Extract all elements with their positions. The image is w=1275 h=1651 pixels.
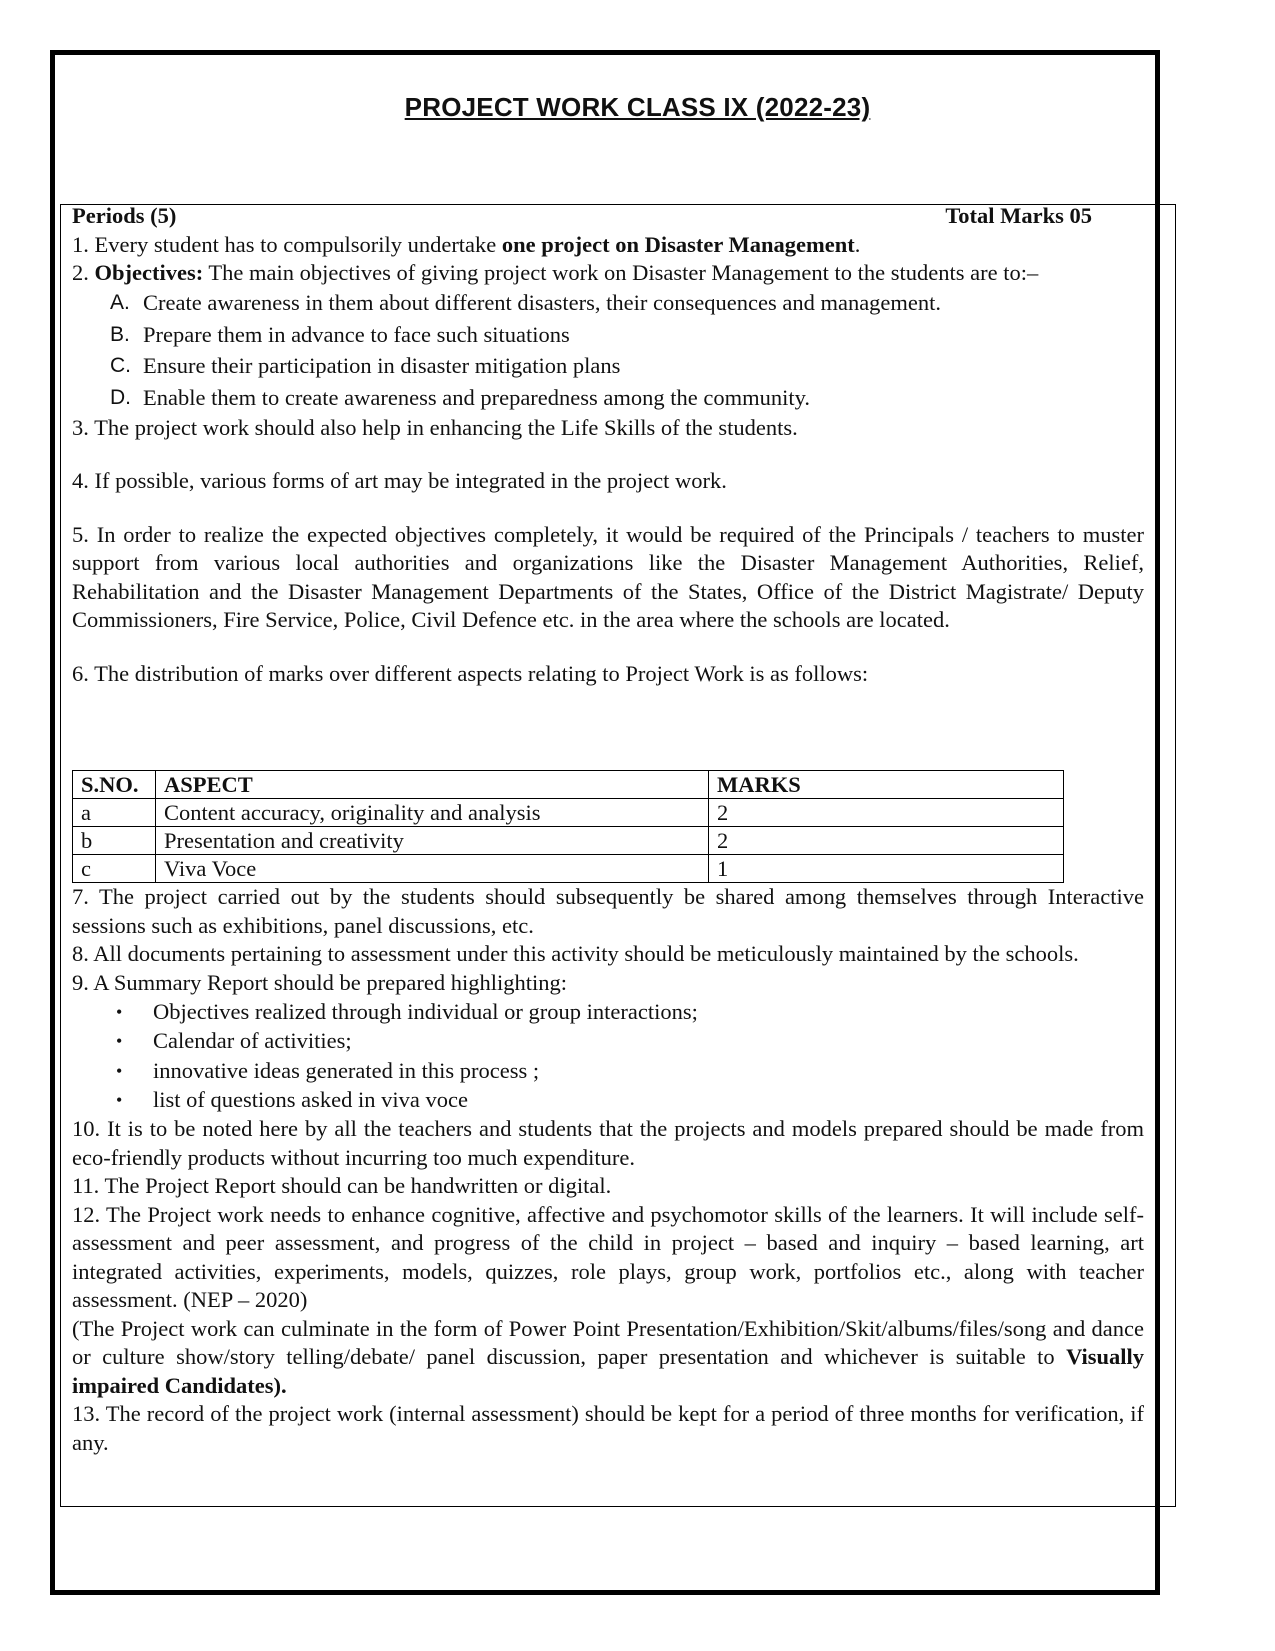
list-item: • innovative ideas generated in this process ; bbox=[72, 1056, 1144, 1086]
table-row: c Viva Voce 1 bbox=[73, 855, 1064, 883]
paragraph-6: 6. The distribution of marks over different aspects relating to Project Work is as follows: bbox=[72, 660, 869, 686]
table-row: b Presentation and creativity 2 bbox=[73, 827, 1064, 855]
bullet-icon: • bbox=[116, 1060, 123, 1081]
list-item: C. Ensure their participation in disaster mitigation plans bbox=[110, 353, 621, 378]
list-item: • Objectives realized through individual or group interactions; bbox=[72, 997, 1144, 1027]
content-body bbox=[72, 202, 1144, 1457]
marks-table bbox=[72, 770, 1064, 883]
paragraph-5: 5. In order to realize the expected objectives completely, it would be required of the Principals / teachers to muster support from various local authorities and organizations like the Disaster Management Authorities, Relief, Rehabilitation and the Disaster Management Departments of the States, Office of the District Magistrate/ Deputy Commissioners, Fire Service, Police, Civil Defence etc. in the area where the schools are located. bbox=[72, 521, 1144, 632]
page-title: PROJECT WORK CLASS IX (2022-23) bbox=[404, 92, 871, 122]
paragraph-10: 10. It is to be noted here by all the teachers and students that the projects and models prepared should be made from eco-friendly products without incurring too much expenditure. bbox=[72, 1116, 1144, 1170]
list-item: A. Create awareness in them about different disasters, their consequences and management. bbox=[110, 290, 942, 315]
list-item: D. Enable them to create awareness and preparedness among the community. bbox=[110, 384, 811, 410]
bullet-icon: • bbox=[116, 1090, 123, 1110]
paragraph-13: 13. The record of the project work (internal assessment) should be kept for a period of three months for verification, if any. bbox=[72, 1401, 1144, 1455]
paragraph-9: 9. A Summary Report should be prepared highlighting: bbox=[72, 969, 567, 995]
list-item: B. Prepare them in advance to face such situations bbox=[110, 321, 570, 347]
paragraph-7: 7. The project carried out by the students should subsequently be shared among themselves through Interactive sessions such as exhibitions, panel discussions, etc. bbox=[72, 884, 1144, 938]
periods-label: Periods (5) bbox=[72, 203, 177, 228]
paragraph-4: 4. If possible, various forms of art may be integrated in the project work. bbox=[72, 468, 727, 493]
paragraph-12-note: (The Project work can culminate in the form of Power Point Presentation/Exhibition/Skit/albums/files/song and dance or culture show/story telling/debate/ panel discussion, paper presentation and whichever is suitable to Visually impaired Candidates). bbox=[72, 1315, 1144, 1398]
bullet-icon: • bbox=[116, 1031, 123, 1051]
header-row bbox=[72, 202, 1144, 231]
table-row: a Content accuracy, originality and analysis 2 bbox=[73, 799, 1064, 827]
paragraph-3: 3. The project work should also help in enhancing the Life Skills of the students. bbox=[72, 414, 798, 440]
summary-list bbox=[72, 997, 1144, 1115]
paragraph-8: 8. All documents pertaining to assessment under this activity should be meticulously maintained by the schools. bbox=[72, 941, 1079, 966]
paragraph-11: 11. The Project Report should can be handwritten or digital. bbox=[72, 1173, 612, 1198]
paragraph-2: 2. Objectives: The main objectives of giving project work on Disaster Management to the students are to:– bbox=[72, 260, 1039, 285]
list-item: • list of questions asked in viva voce bbox=[72, 1086, 1144, 1116]
paragraph-1: 1. Every student has to compulsorily undertake one project on Disaster Management. bbox=[72, 231, 861, 257]
list-item: • Calendar of activities; bbox=[72, 1027, 1144, 1057]
paragraph-12: 12. The Project work needs to enhance cognitive, affective and psychomotor skills of the learners. It will include self-assessment and peer assessment, and progress of the child in project – based and inquiry – based learning, art integrated activities, experiments, models, quizzes, role plays, group work, portfolios etc., along with teacher assessment. (NEP – 2020) bbox=[72, 1201, 1144, 1312]
objectives-list bbox=[72, 288, 1144, 414]
bullet-icon: • bbox=[116, 1001, 123, 1022]
table-header-row: S.NO. ASPECT MARKS bbox=[73, 771, 1064, 799]
total-marks-label: Total Marks 05 bbox=[945, 203, 1092, 228]
